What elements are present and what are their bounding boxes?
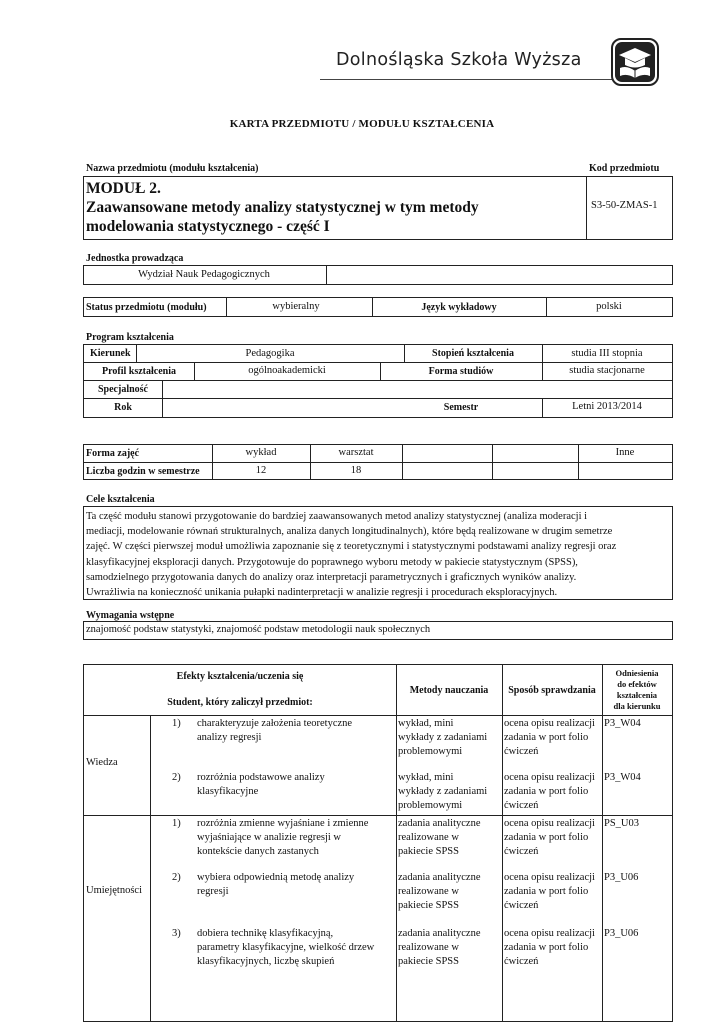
effect-reference: P3_U06 xyxy=(604,872,639,883)
effect-methods xyxy=(398,817,502,859)
goals-line: klasyfikacyjnej eksploracji danych. Przygotowuje do poprawnego wyboru metody w pakiecie statystycznym (SPSS), xyxy=(86,556,578,568)
effect-assessment-line: ćwiczeń xyxy=(504,846,539,857)
effect-description xyxy=(197,871,397,899)
effects-header-effects: Efekty kształcenia/uczenia się xyxy=(176,671,304,682)
title-divider xyxy=(586,177,587,239)
effects-header-ref xyxy=(602,668,672,712)
effect-method-line: zadania analityczne xyxy=(398,818,481,829)
effects-divider-assessment xyxy=(502,665,503,1021)
page-header xyxy=(320,38,660,88)
classes-divider-3 xyxy=(492,445,493,479)
unit-value: Wydział Nauk Pedagogicznych xyxy=(138,269,270,280)
unit-divider xyxy=(326,266,327,284)
program-table xyxy=(83,344,673,418)
language-value: polski xyxy=(596,301,622,312)
semestr-label: Semestr xyxy=(443,402,479,413)
effect-description xyxy=(197,927,397,969)
effect-methods xyxy=(398,771,502,813)
subject-title-line1: MODUŁ 2. xyxy=(86,180,161,197)
effect-description xyxy=(197,717,397,745)
forma-label: Forma studiów xyxy=(428,366,494,377)
effects-header-methods: Metody nauczania xyxy=(409,685,489,696)
forma-value: studia stacjonarne xyxy=(569,365,645,376)
subject-title-line3: modelowania statystycznego - część I xyxy=(86,218,330,235)
classes-form-label: Forma zajęć xyxy=(86,448,140,459)
effects-header-line xyxy=(84,715,672,716)
effects-header-student: Student, który zaliczył przedmiot: xyxy=(167,697,313,708)
goals-line: zajęć. W części pierwszej moduł umożliwia zapoznanie się z teoretycznymi i statystycznymi podstawami analizy regresji oraz xyxy=(86,541,617,553)
goals-line: samodzielnego przygotowania danych do analizy oraz interpretacji parametrycznych i graficznych wyników analizy. xyxy=(86,571,577,583)
requirements-label: Wymagania wstępne xyxy=(86,610,175,621)
effect-number: 1) xyxy=(172,718,181,729)
effect-assessment-line: ćwiczeń xyxy=(504,800,539,811)
effects-header-ref-line: Odniesienia xyxy=(615,668,659,678)
language-label: Język wykładowy xyxy=(421,302,497,313)
subject-name-label: Nazwa przedmiotu (modułu kształcenia) xyxy=(86,163,259,174)
school-logo-icon xyxy=(611,38,659,86)
status-value: wybieralny xyxy=(272,301,320,312)
effect-method-line: realizowane w xyxy=(398,832,459,843)
effect-desc-line: rozróżnia podstawowe analizy xyxy=(197,772,325,783)
goals-label: Cele kształcenia xyxy=(86,494,155,505)
subject-title-line2: Zaawansowane metody analizy statystycznej w tym metody xyxy=(86,199,479,216)
profil-label: Profil kształcenia xyxy=(102,366,176,377)
goals-line: Ta część modułu stanowi przygotowanie do bardziej zaawansowanych metod analizy statystycznej (analiza moderacji i xyxy=(86,511,588,522)
effects-header-ref-line: do efektów xyxy=(617,679,657,689)
effects-divider-category xyxy=(150,715,151,1021)
effect-number: 3) xyxy=(172,928,181,939)
program-label: Program kształcenia xyxy=(86,332,174,343)
effect-method-line: wykłady z zadaniami xyxy=(398,786,488,797)
effect-reference: PS_U03 xyxy=(604,818,640,829)
effect-desc-line: parametry klasyfikacyjne, wielkość drzew xyxy=(197,942,375,953)
classes-row-line xyxy=(84,462,672,463)
effect-desc-line: analizy regresji xyxy=(197,732,262,743)
effect-assessment-line: ocena opisu realizacji xyxy=(504,928,595,939)
effects-header-ref-line: kształcenia xyxy=(616,690,658,700)
school-name: Dolnośląska Szkoła Wyższa xyxy=(336,50,582,70)
effect-assessment-line: ćwiczeń xyxy=(504,900,539,911)
category-umiejetnosci: Umiejętności xyxy=(86,885,142,896)
effect-desc-line: wyjaśniające w analizie regresji w xyxy=(197,832,342,843)
effect-assessment-line: ocena opisu realizacji xyxy=(504,818,595,829)
effect-assessment xyxy=(504,871,602,913)
effect-number: 2) xyxy=(172,772,181,783)
effect-method-line: zadania analityczne xyxy=(398,872,481,883)
program-row-line-1 xyxy=(84,362,672,363)
stopien-label: Stopień kształcenia xyxy=(432,348,514,359)
effect-method-line: problemowymi xyxy=(398,800,463,811)
effect-assessment xyxy=(504,771,602,813)
document-title: KARTA PRZEDMIOTU / MODUŁU KSZTAŁCENIA xyxy=(229,118,495,130)
rok-label: Rok xyxy=(114,402,132,413)
effect-reference: P3_U06 xyxy=(604,928,639,939)
class-hours-2: 18 xyxy=(350,465,362,476)
goals-box xyxy=(83,506,673,600)
effect-assessment-line: ocena opisu realizacji xyxy=(504,872,595,883)
kierunek-value: Pedagogika xyxy=(245,348,295,359)
effect-method-line: zadania analityczne xyxy=(398,928,481,939)
effect-assessment-line: zadania w port folio xyxy=(504,832,589,843)
effect-assessment-line: ćwiczeń xyxy=(504,956,539,967)
effects-table xyxy=(83,664,673,1022)
effect-assessment-line: zadania w port folio xyxy=(504,732,589,743)
effect-assessment-line: ocena opisu realizacji xyxy=(504,718,595,729)
goals-line: Uwrażliwia na konieczność unikania pułapki nadinterpretacji w analizie regresji i procedurach eksploracyjnych. xyxy=(86,587,558,599)
effect-desc-line: charakteryzuje założenia teoretyczne xyxy=(197,718,353,729)
effect-assessment xyxy=(504,717,602,759)
effects-header-ref-line: dla kierunku xyxy=(613,701,661,711)
kierunek-label: Kierunek xyxy=(90,348,131,359)
classes-hours-label: Liczba godzin w semestrze xyxy=(86,466,200,477)
effect-method-line: realizowane w xyxy=(398,942,459,953)
effect-assessment-line: ocena opisu realizacji xyxy=(504,772,595,783)
goals-line: mediacji, modelowanie równań strukturalnych, analiza danych longitudinalnych), które będą realizowane w drugim semetrze xyxy=(86,526,613,538)
effect-desc-line: klasyfikacyjne xyxy=(197,786,259,797)
effect-number: 1) xyxy=(172,818,181,829)
requirements-box xyxy=(83,621,673,640)
goals-text xyxy=(86,509,672,600)
effect-assessment-line: ćwiczeń xyxy=(504,746,539,757)
effect-desc-line: klasyfikacyjnych, liczbę skupień xyxy=(197,956,335,967)
effect-methods xyxy=(398,717,502,759)
effect-methods xyxy=(398,871,502,913)
profil-value: ogólnoakademicki xyxy=(248,365,326,376)
semestr-value: Letni 2013/2014 xyxy=(572,401,642,412)
subject-title xyxy=(86,179,586,236)
effect-description xyxy=(197,817,397,859)
subject-code: S3-50-ZMAS-1 xyxy=(591,200,658,211)
subject-code-label: Kod przedmiotu xyxy=(589,163,660,174)
effect-method-line: wykład, mini xyxy=(398,718,454,729)
specjalnosc-label: Specjalność xyxy=(98,384,148,395)
effect-method-line: pakiecie SPSS xyxy=(398,956,459,967)
effect-method-line: problemowymi xyxy=(398,746,463,757)
effect-method-line: wykład, mini xyxy=(398,772,454,783)
status-label: Status przedmiotu (modułu) xyxy=(86,302,207,313)
effect-assessment xyxy=(504,817,602,859)
unit-label: Jednostka prowadząca xyxy=(86,253,184,264)
effect-number: 2) xyxy=(172,872,181,883)
effect-method-line: realizowane w xyxy=(398,886,459,897)
program-row-line-2 xyxy=(84,380,672,381)
effect-desc-line: rozróżnia zmienne wyjaśniane i zmienne xyxy=(197,818,369,829)
program-divider-r3 xyxy=(162,380,163,398)
unit-box xyxy=(83,265,673,285)
effects-section-line xyxy=(84,815,672,816)
classes-divider-2 xyxy=(402,445,403,479)
effect-desc-line: wybiera odpowiednią metodę analizy xyxy=(197,872,355,883)
effect-desc-line: dobiera technikę klasyfikacyjną, xyxy=(197,928,334,939)
effect-desc-line: kontekście danych zastanych xyxy=(197,846,319,857)
class-form-other: Inne xyxy=(615,447,635,458)
effect-description xyxy=(197,771,397,799)
effect-reference: P3_W04 xyxy=(604,718,641,729)
stopien-value: studia III stopnia xyxy=(571,348,643,359)
program-row-line-3 xyxy=(84,398,672,399)
class-form-2: warsztat xyxy=(338,447,374,458)
effect-assessment xyxy=(504,927,602,969)
effects-header-assessment: Sposób sprawdzania xyxy=(508,685,596,696)
effect-method-line: wykłady z zadaniami xyxy=(398,732,488,743)
effect-assessment-line: zadania w port folio xyxy=(504,886,589,897)
header-underline xyxy=(320,79,620,80)
program-divider-r4-a xyxy=(162,398,163,417)
category-wiedza: Wiedza xyxy=(86,757,118,768)
class-hours-1: 12 xyxy=(255,465,267,476)
effect-assessment-line: zadania w port folio xyxy=(504,786,589,797)
effect-methods xyxy=(398,927,502,969)
effect-method-line: pakiecie SPSS xyxy=(398,900,459,911)
effect-assessment-line: zadania w port folio xyxy=(504,942,589,953)
requirements-value: znajomość podstaw statystyki, znajomość podstaw metodologii nauk społecznych xyxy=(86,624,431,635)
status-box xyxy=(83,297,673,317)
classes-table xyxy=(83,444,673,480)
class-form-1: wykład xyxy=(245,447,277,458)
effects-divider-ref xyxy=(602,665,603,1021)
effect-method-line: pakiecie SPSS xyxy=(398,846,459,857)
effect-desc-line: regresji xyxy=(197,886,229,897)
subject-title-box xyxy=(83,176,673,240)
effect-reference: P3_W04 xyxy=(604,772,641,783)
